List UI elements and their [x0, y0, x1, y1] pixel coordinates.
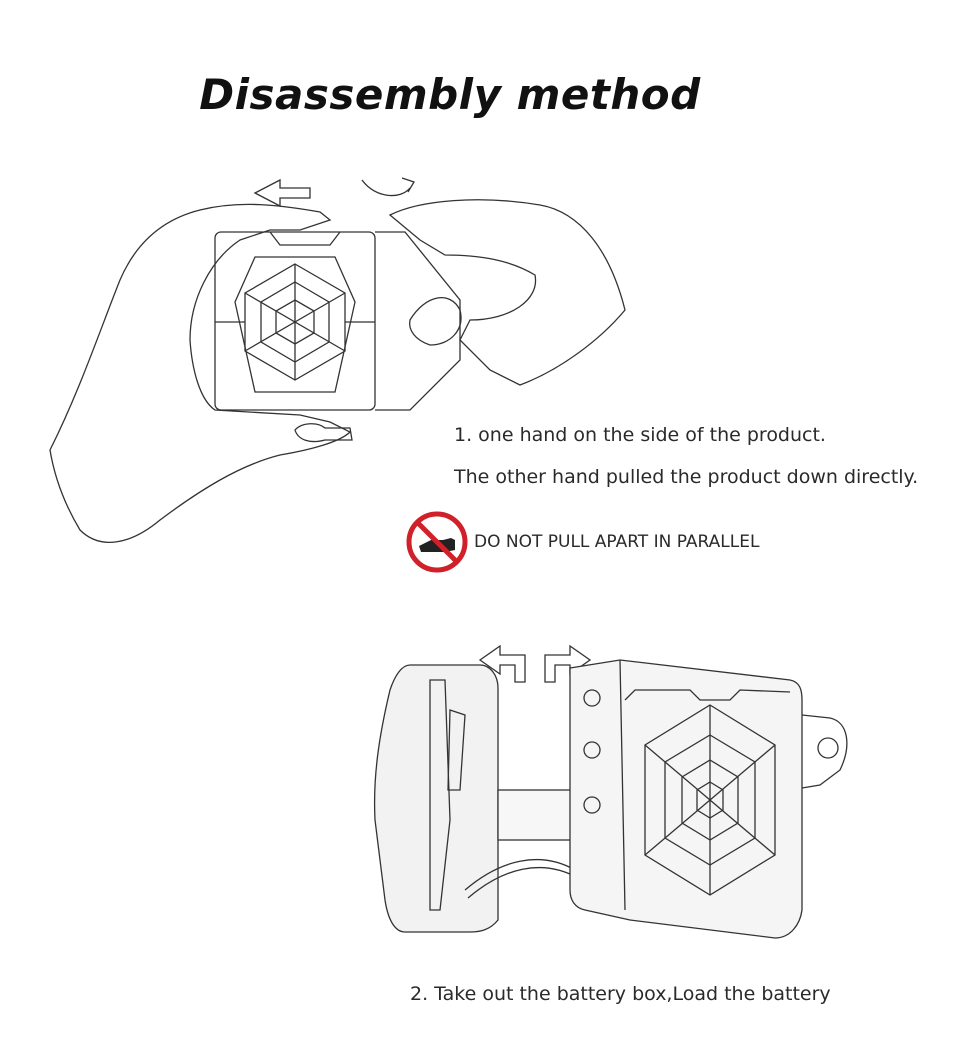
page-title: Disassembly method	[199, 70, 701, 119]
battery-box	[375, 665, 498, 932]
spider-web-emblem	[215, 257, 375, 392]
right-hand-outline	[390, 200, 625, 385]
main-unit	[570, 660, 802, 938]
rotate-arrow-icon	[362, 178, 414, 196]
warning-text: DO NOT PULL APART IN PARALLEL	[474, 532, 760, 552]
no-hand-icon	[405, 510, 469, 574]
step2-instruction: 2. Take out the battery box,Load the battery	[410, 983, 831, 1005]
pull-left-arrow-icon	[255, 180, 310, 206]
left-hand-outline	[50, 204, 350, 542]
hands-disassembly-illustration	[40, 160, 640, 560]
battery-box-illustration	[370, 620, 860, 950]
spider-web-emblem-2	[645, 705, 775, 895]
battery-slide-rail	[498, 790, 578, 840]
step1-instruction-detail: The other hand pulled the product down directly.	[454, 466, 919, 488]
step1-instruction: 1. one hand on the side of the product.	[454, 424, 826, 446]
